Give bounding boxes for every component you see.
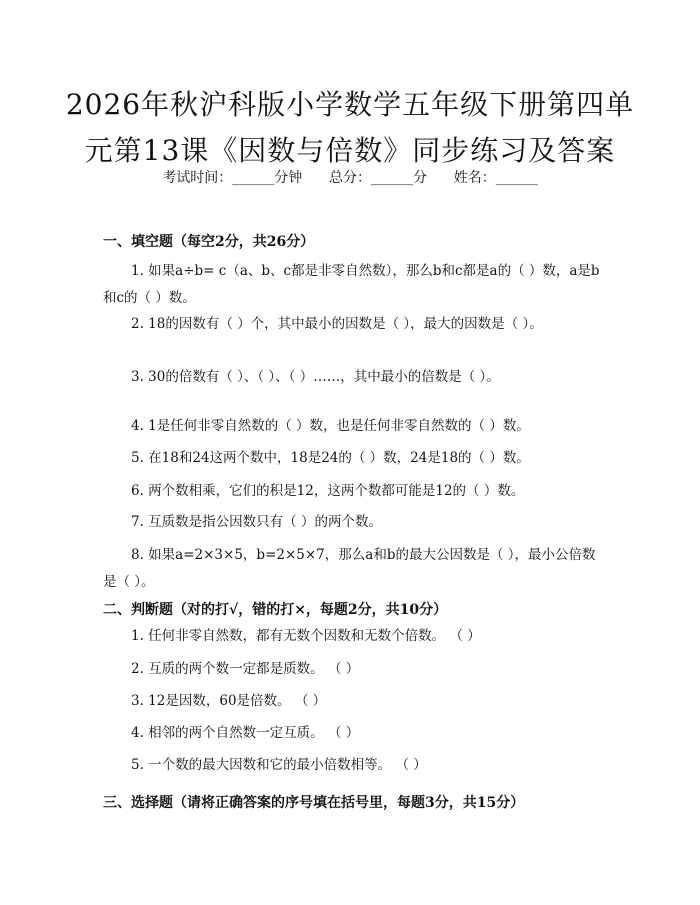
page-title-line-1: 2026年秋沪科版小学数学五年级下册第四单 xyxy=(65,88,635,121)
section-heading-fill-in: 一、填空题（每空2分，共26分） xyxy=(103,234,315,250)
fill-question-4: 4. 1是任何非零自然数的（ ）数，也是任何非零自然数的（ ）数。 xyxy=(131,418,530,434)
fill-question-5: 5. 在18和24这两个数中，18是24的（ ）数，24是18的（ ）数。 xyxy=(131,450,530,466)
fill-question-3: 3. 30的倍数有（ ）、（ ）、（ ）……，其中最小的倍数是（ ）。 xyxy=(131,369,500,385)
judge-question-2: 2. 互质的两个数一定都是质数。 （ ） xyxy=(131,661,360,677)
judge-question-4: 4. 相邻的两个自然数一定互质。 （ ） xyxy=(131,725,360,741)
fill-question-6: 6. 两个数相乘，它们的积是12，这两个数都可能是12的（ ）数。 xyxy=(131,483,525,499)
page-title-line-2: 元第13课《因数与倍数》同步练习及答案 xyxy=(84,134,616,167)
section-heading-judge: 二、判断题（对的打√，错的打×，每题2分，共10分） xyxy=(103,602,448,618)
fill-question-1: 1. 如果a÷b= c（a、b、c都是非零自然数），那么b和c都是a的（ ）数，a是b和c的（ ）数。 xyxy=(103,263,600,306)
judge-question-1: 1. 任何非零自然数，都有无数个因数和无数个倍数。 （ ） xyxy=(131,628,481,644)
section-heading-choice: 三、选择题（请将正确答案的序号填在括号里，每题3分，共15分） xyxy=(103,795,525,811)
fill-question-7: 7. 互质数是指公因数只有（ ）的两个数。 xyxy=(131,514,382,530)
fill-question-8: 8. 如果a=2×3×5，b=2×5×7，那么a和b的最大公因数是（ ），最小公倍数是（ ）。 xyxy=(103,547,596,590)
fill-question-2: 2. 18的因数有（ ）个，其中最小的因数是（ ），最大的因数是（ ）。 xyxy=(131,316,543,332)
exam-info-line: 考试时间：______分钟 总分：______分 姓名：______ xyxy=(162,170,538,186)
judge-question-5: 5. 一个数的最大因数和它的最小倍数相等。 （ ） xyxy=(131,757,427,773)
judge-question-3: 3. 12是因数，60是倍数。 （ ） xyxy=(131,693,327,709)
